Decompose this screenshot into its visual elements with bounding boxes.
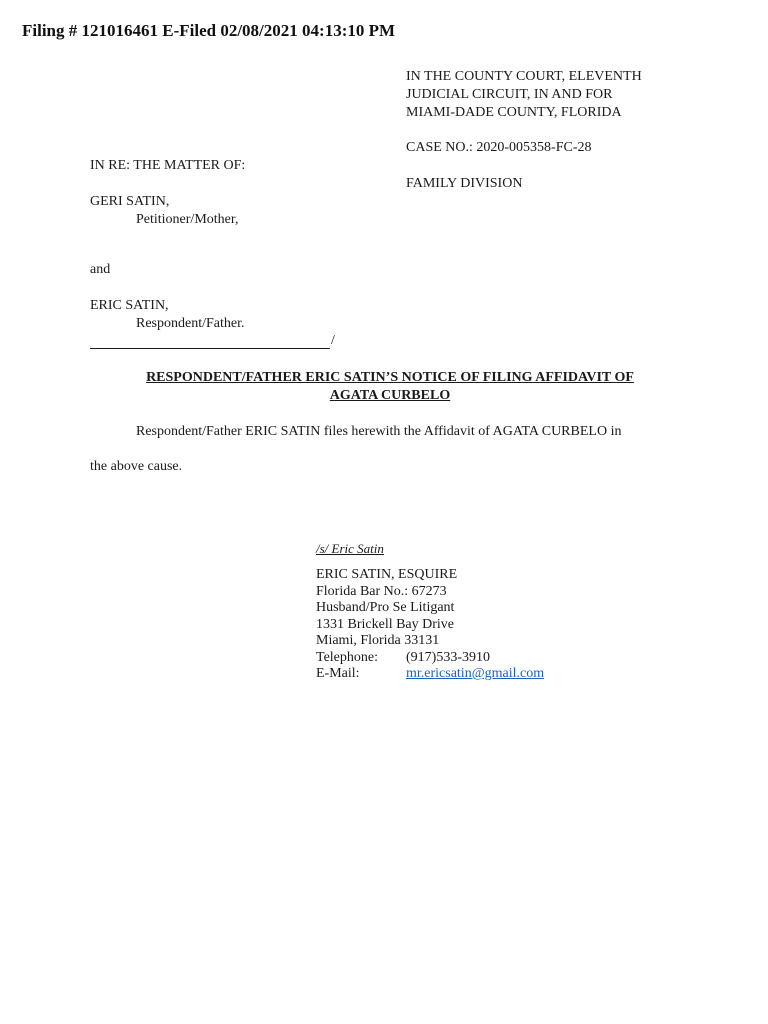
- petitioner-role: Petitioner/Mother,: [136, 212, 239, 227]
- division: FAMILY DIVISION: [406, 176, 523, 191]
- telephone-row: [316, 650, 544, 667]
- case-number: CASE NO.: 2020-005358-FC-28: [406, 140, 592, 155]
- telephone-label: Telephone:: [316, 649, 378, 665]
- in-re-label: IN RE: THE MATTER OF:: [90, 158, 246, 173]
- respondent-role: Respondent/Father.: [136, 316, 245, 331]
- document-title-line-2: AGATA CURBELO: [329, 388, 451, 403]
- caption-conjunction: and: [90, 262, 111, 277]
- email-label: E-Mail:: [316, 666, 360, 681]
- address-line-2: Miami, Florida 33131: [316, 633, 440, 648]
- filing-header: Filing # 121016461 E-Filed 02/08/2021 04:13:10 PM: [22, 21, 396, 40]
- body-text-line-2: the above cause.: [90, 459, 183, 474]
- respondent-name: ERIC SATIN,: [90, 298, 169, 313]
- caption-underline: [90, 348, 330, 349]
- court-heading: [406, 68, 642, 122]
- body-text-line-1: Respondent/Father ERIC SATIN files herewith the Affidavit of AGATA CURBELO in: [136, 424, 622, 439]
- court-line-3: MIAMI-DADE COUNTY, FLORIDA: [406, 105, 622, 120]
- signature-block: [316, 567, 544, 683]
- bar-number: Florida Bar No.: 67273: [316, 583, 447, 599]
- document-title-line-1: RESPONDENT/FATHER ERIC SATIN’S NOTICE OF FILING AFFIDAVIT OF: [146, 370, 634, 385]
- petitioner-name: GERI SATIN,: [90, 194, 170, 209]
- court-line-2: JUDICIAL CIRCUIT, IN AND FOR: [406, 87, 613, 102]
- signer-name: ERIC SATIN, ESQUIRE: [316, 567, 458, 582]
- signer-role: Husband/Pro Se Litigant: [316, 600, 455, 615]
- caption-slash: /: [331, 333, 335, 348]
- document-title: [90, 369, 690, 405]
- telephone-value: (917)533-3910: [406, 649, 490, 665]
- email-row: [316, 666, 544, 683]
- email-link[interactable]: mr.ericsatin@gmail.com: [406, 666, 545, 681]
- address-line-1: 1331 Brickell Bay Drive: [316, 616, 455, 632]
- court-line-1: IN THE COUNTY COURT, ELEVENTH: [406, 69, 642, 84]
- electronic-signature: /s/ Eric Satin: [316, 541, 384, 556]
